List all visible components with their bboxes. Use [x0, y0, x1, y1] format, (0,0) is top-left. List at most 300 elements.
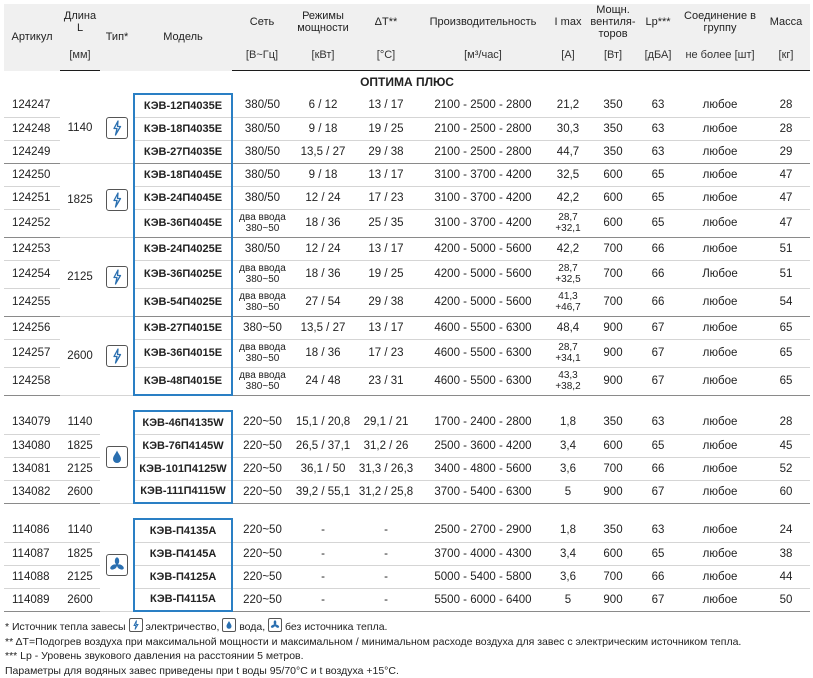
group-cell: любое: [678, 367, 762, 395]
performance-cell: 2100 - 2500 - 2800: [418, 117, 548, 140]
fan-power-cell: 350: [588, 140, 638, 163]
header-model: Модель: [134, 4, 232, 71]
fan-power-cell: 350: [588, 117, 638, 140]
mass-cell: 44: [762, 565, 810, 588]
imax-line1: 43,3: [558, 370, 578, 381]
fan-power-cell: 600: [588, 209, 638, 237]
lp-cell: 63: [638, 411, 678, 434]
mass-cell: 54: [762, 288, 810, 316]
lp-cell: 66: [638, 237, 678, 260]
article-cell: 124252: [4, 209, 60, 237]
group-cell: любое: [678, 94, 762, 117]
mass-cell: 65: [762, 316, 810, 339]
group-cell: Любое: [678, 260, 762, 288]
mass-cell: 52: [762, 457, 810, 480]
power-cell: -: [292, 565, 354, 588]
power-cell: 13,5 / 27: [292, 140, 354, 163]
delta-t-cell: 29 / 38: [354, 288, 418, 316]
header-fan-power: Мощн. вентиля-торов: [588, 4, 638, 40]
delta-t-cell: 13 / 17: [354, 163, 418, 186]
article-cell: 124258: [4, 367, 60, 395]
imax-cell: [548, 209, 588, 237]
performance-cell: 4600 - 5500 - 6300: [418, 316, 548, 339]
fan-power-cell: 900: [588, 316, 638, 339]
mass-cell: 65: [762, 367, 810, 395]
mass-cell: 47: [762, 186, 810, 209]
delta-t-cell: 19 / 25: [354, 260, 418, 288]
group-cell: любое: [678, 565, 762, 588]
network-cell: 220~50: [232, 480, 292, 503]
article-cell: 114087: [4, 542, 60, 565]
lp-cell: 67: [638, 316, 678, 339]
network-line1: два ввода: [239, 370, 286, 381]
lp-cell: 67: [638, 588, 678, 611]
lp-cell: 67: [638, 367, 678, 395]
lightning-icon: [106, 117, 128, 139]
power-cell: 26,5 / 37,1: [292, 434, 354, 457]
power-cell: -: [292, 519, 354, 542]
network-cell: 220~50: [232, 411, 292, 434]
lightning-icon: [129, 618, 143, 632]
model-cell: КЭВ-111П4115W: [134, 480, 232, 503]
header-group: Соединение в группу: [678, 4, 762, 40]
fan-power-cell: 600: [588, 434, 638, 457]
group-cell: любое: [678, 434, 762, 457]
power-cell: 18 / 36: [292, 209, 354, 237]
power-cell: 27 / 54: [292, 288, 354, 316]
network-cell: 380/50: [232, 117, 292, 140]
table-row: [4, 519, 810, 542]
section-title: ОПТИМА ПЛЮС: [360, 75, 454, 89]
type-cell: [100, 519, 134, 611]
performance-cell: 3100 - 3700 - 4200: [418, 163, 548, 186]
imax-cell: 3,4: [548, 434, 588, 457]
imax-cell: 1,8: [548, 411, 588, 434]
performance-cell: 5000 - 5400 - 5800: [418, 565, 548, 588]
article-cell: 114088: [4, 565, 60, 588]
length-cell: 2125: [60, 457, 100, 480]
network-line2: 380~50: [245, 302, 280, 313]
header-length-unit: [мм]: [60, 40, 100, 71]
lp-cell: 65: [638, 434, 678, 457]
length-cell: 1825: [60, 434, 100, 457]
imax-cell: 5: [548, 480, 588, 503]
lp-cell: 63: [638, 117, 678, 140]
group-cell: любое: [678, 411, 762, 434]
model-cell: КЭВ-12П4035Е: [134, 94, 232, 117]
imax-cell: 21,2: [548, 94, 588, 117]
lp-cell: 65: [638, 186, 678, 209]
footnote-lp: *** Lp - Уровень звукового давления на расстоянии 5 метров.: [5, 650, 304, 662]
imax-cell: 30,3: [548, 117, 588, 140]
power-cell: 24 / 48: [292, 367, 354, 395]
network-line1: два ввода: [239, 291, 286, 302]
article-cell: 124253: [4, 237, 60, 260]
power-cell: 9 / 18: [292, 117, 354, 140]
article-cell: 124249: [4, 140, 60, 163]
model-cell: КЭВ-76П4145W: [134, 434, 232, 457]
lp-cell: 66: [638, 288, 678, 316]
network-cell: 220~50: [232, 457, 292, 480]
performance-cell: 3700 - 5400 - 6300: [418, 480, 548, 503]
article-cell: 134082: [4, 480, 60, 503]
imax-cell: 48,4: [548, 316, 588, 339]
length-cell: 1825: [60, 163, 100, 237]
table-header: [4, 4, 810, 71]
performance-cell: 1700 - 2400 - 2800: [418, 411, 548, 434]
network-cell: [232, 339, 292, 367]
lp-cell: 66: [638, 457, 678, 480]
article-cell: 124247: [4, 94, 60, 117]
network-cell: 220~50: [232, 542, 292, 565]
header-power: Режимы мощности: [292, 4, 354, 40]
power-cell: 36,1 / 50: [292, 457, 354, 480]
performance-cell: 3700 - 4000 - 4300: [418, 542, 548, 565]
delta-t-cell: 23 / 31: [354, 367, 418, 395]
header-network-unit: [В~Гц]: [232, 40, 292, 71]
fan-power-cell: 700: [588, 237, 638, 260]
imax-cell: [548, 260, 588, 288]
header-network: Сеть: [232, 4, 292, 40]
network-line2: 380~50: [245, 223, 280, 234]
length-cell: 2600: [60, 588, 100, 611]
fan-power-cell: 900: [588, 588, 638, 611]
fan-power-cell: 600: [588, 163, 638, 186]
imax-cell: 3,6: [548, 457, 588, 480]
imax-line1: 28,7: [558, 263, 578, 274]
table-row: [4, 237, 810, 260]
delta-t-cell: 29,1 / 21: [354, 411, 418, 434]
group-cell: любое: [678, 140, 762, 163]
header-lp: Lp***: [638, 4, 678, 40]
group-cell: любое: [678, 163, 762, 186]
lp-cell: 65: [638, 542, 678, 565]
header-type: Тип*: [100, 4, 134, 71]
mass-cell: 47: [762, 209, 810, 237]
table-row: [4, 163, 810, 186]
mass-cell: 28: [762, 117, 810, 140]
network-cell: 380~50: [232, 316, 292, 339]
performance-cell: 4200 - 5000 - 5600: [418, 260, 548, 288]
lp-cell: 66: [638, 565, 678, 588]
delta-t-cell: 29 / 38: [354, 140, 418, 163]
header-imax: I max: [548, 4, 588, 40]
fan-power-cell: 900: [588, 367, 638, 395]
mass-cell: 28: [762, 94, 810, 117]
performance-cell: 3100 - 3700 - 4200: [418, 186, 548, 209]
delta-t-cell: -: [354, 542, 418, 565]
group-cell: любое: [678, 542, 762, 565]
article-cell: 124256: [4, 316, 60, 339]
article-cell: 134080: [4, 434, 60, 457]
footnotes: [5, 618, 811, 678]
mass-cell: 38: [762, 542, 810, 565]
imax-cell: [548, 339, 588, 367]
header-performance-unit: [м³/час]: [418, 40, 548, 71]
performance-cell: 2500 - 2700 - 2900: [418, 519, 548, 542]
lp-cell: 65: [638, 209, 678, 237]
network-line2: 380~50: [245, 381, 280, 392]
power-cell: 18 / 36: [292, 339, 354, 367]
network-cell: 380/50: [232, 140, 292, 163]
imax-line1: 28,7: [558, 212, 578, 223]
length-cell: 1140: [60, 94, 100, 163]
power-cell: 15,1 / 20,8: [292, 411, 354, 434]
fan-power-cell: 600: [588, 186, 638, 209]
length-cell: 2125: [60, 565, 100, 588]
delta-t-cell: -: [354, 519, 418, 542]
fan-power-cell: 350: [588, 94, 638, 117]
performance-cell: 5500 - 6000 - 6400: [418, 588, 548, 611]
mass-cell: 28: [762, 411, 810, 434]
lp-cell: 65: [638, 163, 678, 186]
fan-power-cell: 700: [588, 288, 638, 316]
delta-t-cell: -: [354, 565, 418, 588]
length-cell: 1140: [60, 519, 100, 542]
model-cell: КЭВ-24П4045Е: [134, 186, 232, 209]
power-cell: -: [292, 588, 354, 611]
performance-cell: 2100 - 2500 - 2800: [418, 140, 548, 163]
power-cell: 13,5 / 27: [292, 316, 354, 339]
network-line1: два ввода: [239, 342, 286, 353]
performance-cell: 4600 - 5500 - 6300: [418, 367, 548, 395]
water-drop-icon: [106, 446, 128, 468]
table-row: [4, 94, 810, 117]
specs-table: [4, 4, 810, 612]
mass-cell: 50: [762, 588, 810, 611]
imax-cell: 3,6: [548, 565, 588, 588]
network-cell: [232, 367, 292, 395]
delta-t-cell: 13 / 17: [354, 237, 418, 260]
network-cell: 220~50: [232, 519, 292, 542]
length-cell: 2600: [60, 316, 100, 395]
mass-cell: 60: [762, 480, 810, 503]
article-cell: 114089: [4, 588, 60, 611]
lp-cell: 66: [638, 260, 678, 288]
fan-power-cell: 350: [588, 411, 638, 434]
spacer-row: [4, 395, 810, 411]
mass-cell: 51: [762, 237, 810, 260]
power-cell: -: [292, 542, 354, 565]
imax-cell: 5: [548, 588, 588, 611]
header-mass: Масса: [762, 4, 810, 40]
network-cell: [232, 288, 292, 316]
network-cell: [232, 260, 292, 288]
table-row: [4, 411, 810, 434]
length-cell: 2125: [60, 237, 100, 316]
group-cell: любое: [678, 480, 762, 503]
header-mass-unit: [кг]: [762, 40, 810, 71]
imax-line1: 41,3: [558, 291, 578, 302]
network-line2: 380~50: [245, 353, 280, 364]
lp-cell: 63: [638, 140, 678, 163]
performance-cell: 2500 - 3600 - 4200: [418, 434, 548, 457]
header-performance: Производительность: [418, 4, 548, 40]
performance-cell: 2100 - 2500 - 2800: [418, 94, 548, 117]
model-cell: КЭВ-27П4015Е: [134, 316, 232, 339]
spacer-cell: [4, 503, 810, 519]
type-cell: [100, 237, 134, 316]
header-fan-power-unit: [Вт]: [588, 40, 638, 71]
performance-cell: 3100 - 3700 - 4200: [418, 209, 548, 237]
lp-cell: 67: [638, 339, 678, 367]
imax-cell: 42,2: [548, 186, 588, 209]
imax-cell: 44,7: [548, 140, 588, 163]
length-cell: 1825: [60, 542, 100, 565]
mass-cell: 29: [762, 140, 810, 163]
model-cell: КЭВ-27П4035Е: [134, 140, 232, 163]
fan-power-cell: 700: [588, 457, 638, 480]
group-cell: любое: [678, 117, 762, 140]
model-cell: КЭВ-48П4015Е: [134, 367, 232, 395]
article-cell: 124250: [4, 163, 60, 186]
header-power-unit: [кВт]: [292, 40, 354, 71]
lightning-icon: [106, 189, 128, 211]
article-cell: 114086: [4, 519, 60, 542]
header-article: Артикул: [4, 4, 60, 71]
imax-line2: +46,7: [555, 302, 581, 313]
network-cell: 220~50: [232, 565, 292, 588]
model-cell: КЭВ-46П4135W: [134, 411, 232, 434]
length-cell: 1140: [60, 411, 100, 434]
imax-line2: +34,1: [555, 353, 581, 364]
imax-cell: 1,8: [548, 519, 588, 542]
mass-cell: 51: [762, 260, 810, 288]
imax-cell: 32,5: [548, 163, 588, 186]
group-cell: любое: [678, 588, 762, 611]
model-cell: КЭВ-36П4045Е: [134, 209, 232, 237]
power-cell: 39,2 / 55,1: [292, 480, 354, 503]
lightning-icon: [106, 266, 128, 288]
delta-t-cell: 13 / 17: [354, 316, 418, 339]
group-cell: любое: [678, 237, 762, 260]
model-cell: КЭВ-П4115А: [134, 588, 232, 611]
model-cell: КЭВ-18П4035Е: [134, 117, 232, 140]
group-cell: любое: [678, 288, 762, 316]
network-cell: 220~50: [232, 588, 292, 611]
delta-t-cell: 31,3 / 26,3: [354, 457, 418, 480]
model-cell: КЭВ-101П4125W: [134, 457, 232, 480]
delta-t-cell: 19 / 25: [354, 117, 418, 140]
article-cell: 124251: [4, 186, 60, 209]
imax-cell: [548, 288, 588, 316]
lp-cell: 63: [638, 94, 678, 117]
model-cell: КЭВ-П4125А: [134, 565, 232, 588]
performance-cell: 3400 - 4800 - 5600: [418, 457, 548, 480]
performance-cell: 4200 - 5000 - 5600: [418, 237, 548, 260]
imax-line2: +32,5: [555, 274, 581, 285]
header-group-unit: не более [шт]: [678, 40, 762, 71]
network-line1: два ввода: [239, 263, 286, 274]
power-cell: 12 / 24: [292, 186, 354, 209]
model-cell: КЭВ-18П4045Е: [134, 163, 232, 186]
fan-power-cell: 900: [588, 480, 638, 503]
article-cell: 134079: [4, 411, 60, 434]
network-cell: 380/50: [232, 94, 292, 117]
delta-t-cell: 17 / 23: [354, 339, 418, 367]
spacer-row: [4, 503, 810, 519]
lp-cell: 63: [638, 519, 678, 542]
mass-cell: 65: [762, 339, 810, 367]
imax-cell: 42,2: [548, 237, 588, 260]
article-cell: 124254: [4, 260, 60, 288]
network-cell: 380/50: [232, 237, 292, 260]
network-cell: 220~50: [232, 434, 292, 457]
header-lp-unit: [дБА]: [638, 40, 678, 71]
performance-cell: 4200 - 5000 - 5600: [418, 288, 548, 316]
group-cell: любое: [678, 209, 762, 237]
table-body: [4, 71, 810, 612]
lightning-icon: [106, 345, 128, 367]
mass-cell: 24: [762, 519, 810, 542]
delta-t-cell: 17 / 23: [354, 186, 418, 209]
power-cell: 18 / 36: [292, 260, 354, 288]
model-cell: КЭВ-36П4025Е: [134, 260, 232, 288]
network-line2: 380~50: [245, 274, 280, 285]
delta-t-cell: 13 / 17: [354, 94, 418, 117]
group-cell: любое: [678, 457, 762, 480]
lp-cell: 67: [638, 480, 678, 503]
delta-t-cell: -: [354, 588, 418, 611]
water-drop-icon: [222, 618, 236, 632]
delta-t-cell: 25 / 35: [354, 209, 418, 237]
group-cell: любое: [678, 519, 762, 542]
network-cell: [232, 209, 292, 237]
footnote-delta-t: ** ΔT=Подогрев воздуха при максимальной мощности и максимальном / минимальном расходе воздуха для завес с электрическим источником тепла.: [5, 635, 742, 648]
article-cell: 134081: [4, 457, 60, 480]
network-line1: два ввода: [239, 212, 286, 223]
power-cell: 9 / 18: [292, 163, 354, 186]
footnote-heat-source: * Источник тепла завесы электричество, вода, без источника тепла.: [5, 618, 811, 635]
header-length: Длина L: [60, 4, 100, 40]
fan-power-cell: 900: [588, 339, 638, 367]
article-cell: 124255: [4, 288, 60, 316]
length-cell: 2600: [60, 480, 100, 503]
delta-t-cell: 31,2 / 26: [354, 434, 418, 457]
fan-power-cell: 600: [588, 542, 638, 565]
delta-t-cell: 31,2 / 25,8: [354, 480, 418, 503]
model-cell: КЭВ-24П4025Е: [134, 237, 232, 260]
fan-icon: [268, 618, 282, 632]
mass-cell: 45: [762, 434, 810, 457]
model-cell: КЭВ-36П4015Е: [134, 339, 232, 367]
model-cell: КЭВ-П4145А: [134, 542, 232, 565]
header-delta-t: ΔT**: [354, 4, 418, 40]
table-row: [4, 316, 810, 339]
fan-power-cell: 700: [588, 565, 638, 588]
header-delta-t-unit: [°C]: [354, 40, 418, 71]
type-cell: [100, 411, 134, 503]
imax-line2: +32,1: [555, 223, 581, 234]
footnote-water-params: Параметры для водяных завес приведены при t воды 95/70°C и t воздуха +15°C.: [5, 664, 399, 677]
mass-cell: 47: [762, 163, 810, 186]
performance-cell: 4600 - 5500 - 6300: [418, 339, 548, 367]
imax-cell: 3,4: [548, 542, 588, 565]
fan-icon: [106, 554, 128, 576]
fan-power-cell: 350: [588, 519, 638, 542]
article-cell: 124257: [4, 339, 60, 367]
group-cell: любое: [678, 316, 762, 339]
type-cell: [100, 316, 134, 395]
power-cell: 12 / 24: [292, 237, 354, 260]
group-cell: любое: [678, 339, 762, 367]
article-cell: 124248: [4, 117, 60, 140]
type-cell: [100, 163, 134, 237]
network-cell: 380/50: [232, 163, 292, 186]
group-cell: любое: [678, 186, 762, 209]
power-cell: 6 / 12: [292, 94, 354, 117]
header-imax-unit: [А]: [548, 40, 588, 71]
